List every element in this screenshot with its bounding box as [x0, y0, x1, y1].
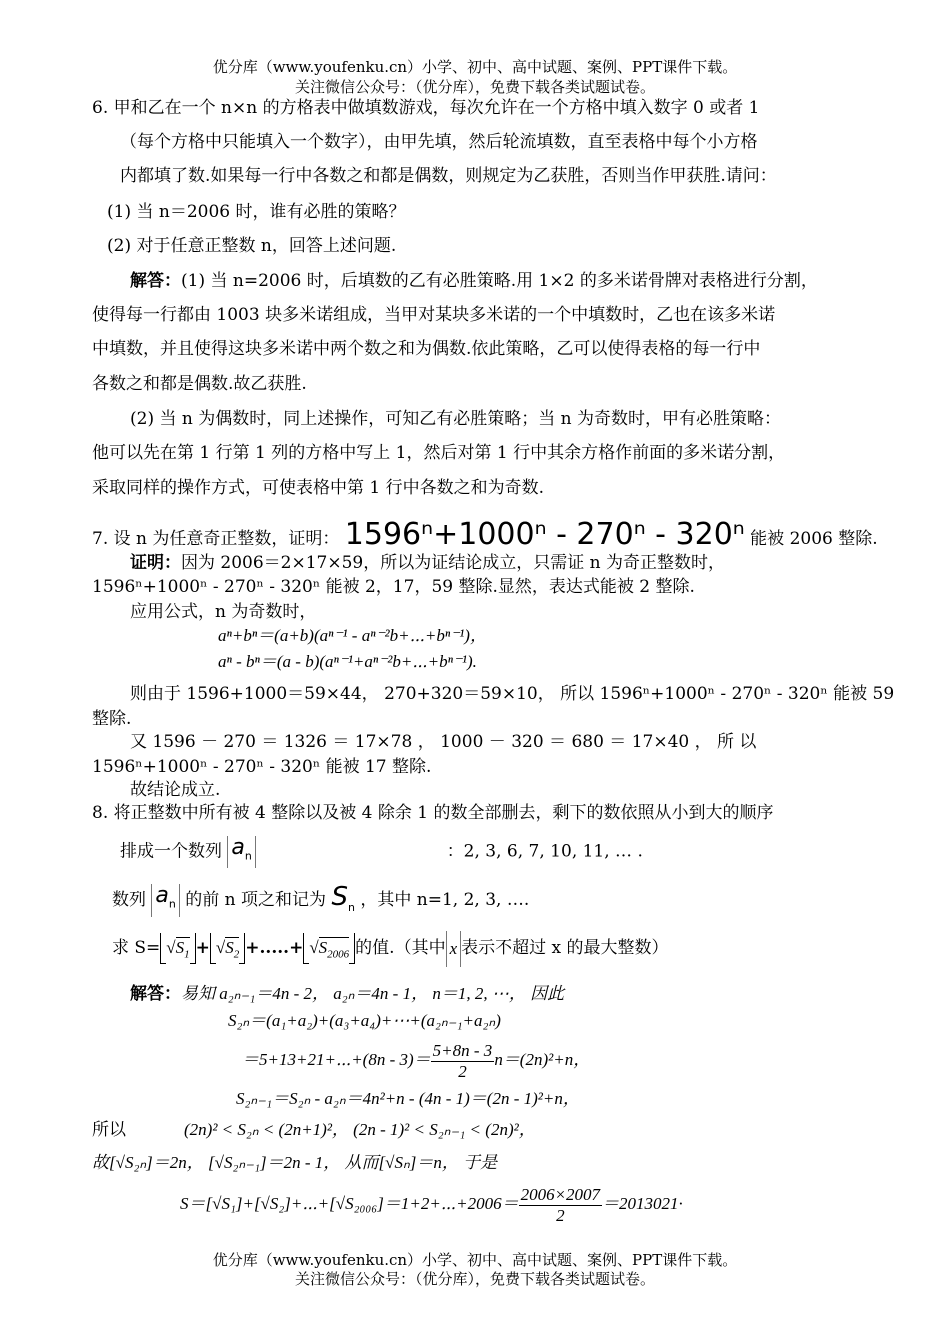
p7-statement-pre: 7. 设 n 为任意奇正整数，证明：	[92, 529, 340, 549]
p6-line-3: 内都填了数.如果每一行中各数之和都是偶数，则规定为乙获胜，否则当作甲获胜.请问：	[120, 166, 777, 186]
answer-label: 解答：	[130, 271, 181, 291]
floor-sqrt-s2006: $√S_{2006}$	[309, 938, 350, 961]
p8-line-3-pre: 数列	[112, 890, 146, 910]
footer-line-2: 关注微信公众号：（优分库），免费下载各类试题试卷。	[294, 1270, 655, 1288]
p8-final-pre: S＝[√S₁]+[√S₂]+⋯+[√S₂₀₀₆]＝1+2+⋯+2006＝	[180, 1194, 519, 1213]
p8-eq-1: S₂ₙ＝(a₁+a₂)+(a₃+a₄)+⋯+(a₂ₙ₋₁+a₂ₙ)	[228, 1011, 501, 1030]
p6-answer-1-text: (1) 当 n=2006 时，后填数的乙有必胜策略.用 1×2 的多米诺骨牌对表格进行分割，	[181, 271, 818, 291]
p8-answer-label: 解答：	[130, 984, 181, 1004]
p8-eq-2	[242, 1038, 590, 1082]
p7-proof-2: 1596ⁿ+1000ⁿ - 270ⁿ - 320ⁿ 能被 2，17，59 整除.显然，表达式能被 2 整除.	[92, 577, 695, 597]
p8-question-post: 的值.（其中	[355, 938, 446, 958]
sequence-an: $a_n$	[227, 836, 255, 868]
p7-proof-1-text: 因为 2006＝2×17×59，所以为证结论成立，只需证 n 为奇正整数时，	[181, 553, 725, 573]
p8-line-2-pre: 排成一个数列	[120, 841, 222, 862]
p7-step-3: 又 1596 － 270 ＝ 1326 ＝ 17×78 ， 1000 － 320 ＝ 680 ＝ 17×40 ， 所 以	[130, 732, 757, 752]
fraction-2-den: 2	[556, 1205, 565, 1225]
p6-answer-6: 他可以先在第 1 行第 1 列的方格中写上 1，然后对第 1 行中其余方格作前面的多米诺分割，	[92, 443, 786, 463]
p7-step-2: 整除.	[92, 709, 132, 729]
p8-question: 求 $S= √S_1 + √S_2$ +.....+ $√S_{2006}$ 的值.（其中 x 表示不超过 x 的最大整数）	[112, 930, 669, 972]
p7-proof-1	[130, 552, 725, 574]
p8-hence: 故[√S₂ₙ]＝2n， [√S₂ₙ₋₁]＝2n - 1， 从而[√Sₙ]＝n， 于是	[92, 1153, 498, 1172]
p7-formula-2: aⁿ - bⁿ＝(a - b)(aⁿ⁻¹+aⁿ⁻²b+⋯+bⁿ⁻¹).	[218, 652, 477, 671]
p8-final-post: ＝2013021·	[602, 1194, 683, 1213]
p7-statement-post: 能被 2006 整除.	[750, 529, 878, 549]
fraction-2-num: 2006×2007	[520, 1184, 601, 1204]
p6-answer-5: (2) 当 n 为偶数时，同上述操作，可知乙有必胜策略；当 n 为奇数时，甲有必胜策略：	[130, 409, 781, 429]
p6-answer-2: 使得每一行都由 1003 块多米诺组成，当甲对某块多米诺的一个中填数时，乙也在该多米诺	[92, 305, 776, 325]
p7-conclusion: 故结论成立.	[130, 780, 221, 800]
p6-answer-1	[130, 270, 818, 292]
fraction-2	[519, 1185, 602, 1226]
p8-question-post-2: 表示不超过 x 的最大整数）	[461, 938, 669, 958]
p7-big-expression: 1596ⁿ+1000ⁿ - 270ⁿ - 320ⁿ	[344, 517, 745, 552]
p8-line-3-post: ，其中 n=1, 2, 3, ….	[360, 890, 530, 910]
footer-line-1: 优分库（www.youfenku.cn）小学、初中、高中试题、案例、PPT课件下载。	[212, 1251, 738, 1269]
p8-line-3	[112, 882, 529, 923]
p8-answer-intro	[130, 983, 564, 1005]
sequence-an-2: $a_n$	[151, 884, 179, 916]
p8-eq-2-pre: ＝5+13+21+⋯+(8n - 3)＝	[242, 1050, 431, 1069]
p6-question-2: (2) 对于任意正整数 n，回答上述问题.	[107, 236, 397, 256]
fraction-1	[431, 1041, 495, 1082]
p6-line-2: （每个方格中只能填入一个数字），由甲先填，然后轮流填数，直至表格中每个小方格	[120, 132, 758, 152]
p8-so-expr: (2n)² < S₂ₙ < (2n+1)²， (2n - 1)² < S₂ₙ₋₁ < (2n)²，	[184, 1120, 536, 1139]
header-line-1: 优分库（www.youfenku.cn）小学、初中、高中试题、案例、PPT课件下载。	[212, 58, 738, 76]
p8-eq-2-post: n＝(2n)²+n，	[494, 1050, 591, 1069]
p8-sequence-values: ：2, 3, 6, 7, 10, 11, … .	[446, 841, 643, 862]
p6-question-1: (1) 当 n＝2006 时，谁有必胜的策略？	[107, 202, 406, 222]
p6-answer-3: 中填数，并且使得这块多米诺中两个数之和为偶数.依此策略，乙可以使得表格的每一行中	[92, 339, 761, 359]
p8-so	[92, 1119, 536, 1141]
fraction-1-den: 2	[458, 1061, 467, 1081]
p7-formula-intro: 应用公式，n 为奇数时，	[130, 602, 317, 622]
p8-answer-intro-text: 易知 a₂ₙ₋₁＝4n - 2， a₂ₙ＝4n - 1， n＝1, 2, ⋯， 因此	[181, 984, 565, 1003]
floor-sqrt-s2: $√S_2$	[215, 938, 240, 961]
p8-line-3-mid: 的前 n 项之和记为	[185, 890, 327, 910]
p7-statement	[92, 517, 878, 556]
floor-sqrt-s1: $√S_1$	[166, 938, 190, 961]
p8-question-pre: 求 S=	[112, 938, 161, 958]
p8-question-dots: +.....+	[245, 938, 304, 958]
symbol-sn: $S_n$	[331, 882, 355, 915]
p7-step-4: 1596ⁿ+1000ⁿ - 270ⁿ - 320ⁿ 能被 17 整除.	[92, 757, 432, 777]
fraction-1-num: 5+8n - 3	[432, 1040, 493, 1060]
p8-so-label: 所以	[92, 1120, 126, 1140]
p6-line-1: 6. 甲和乙在一个 n×n 的方格表中做填数游戏，每次允许在一个方格中填入数字 0 或者 1	[92, 98, 760, 118]
p8-line-2	[120, 836, 643, 868]
p8-eq-3: S₂ₙ₋₁＝S₂ₙ - a₂ₙ＝4n²+n - (4n - 1)＝(2n - 1)²+n，	[236, 1089, 580, 1108]
p7-step-1: 则由于 1596+1000＝59×44， 270+320＝59×10， 所以 1596ⁿ+1000ⁿ - 270ⁿ - 320ⁿ 能被 59	[130, 684, 895, 704]
proof-label: 证明：	[130, 553, 181, 573]
p8-line-1: 8. 将正整数中所有被 4 整除以及被 4 除余 1 的数全部删去，剩下的数依照从小到大的顺序	[92, 803, 774, 823]
floor-x: x	[446, 931, 462, 967]
p6-answer-4: 各数之和都是偶数.故乙获胜.	[92, 374, 307, 394]
header-line-2: 关注微信公众号：（优分库），免费下载各类试题试卷。	[294, 78, 655, 96]
p6-answer-7: 采取同样的操作方式，可使表格中第 1 行中各数之和为奇数.	[92, 478, 545, 498]
p7-formula-1: aⁿ+bⁿ＝(a+b)(aⁿ⁻¹ - aⁿ⁻²b+⋯+bⁿ⁻¹)，	[218, 626, 487, 645]
p8-final	[180, 1182, 683, 1226]
